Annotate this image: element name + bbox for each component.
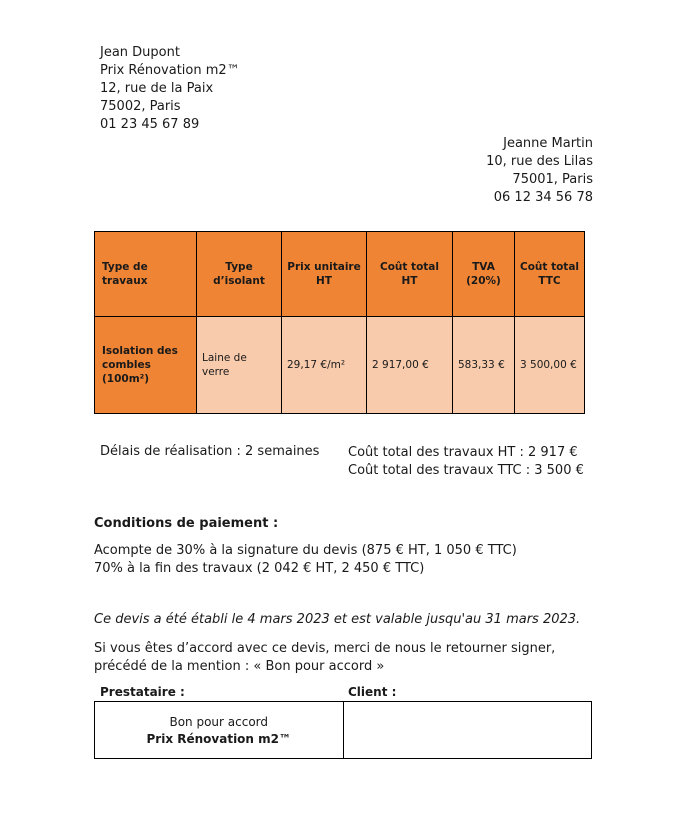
sender-name: Jean Dupont <box>100 45 180 60</box>
client-street: 10, rue des Lilas <box>486 154 593 169</box>
header-vat: TVA (20%) <box>453 232 515 317</box>
header-insulation-type: Type d’isolant <box>197 232 282 317</box>
client-address <box>486 135 593 207</box>
provider-signature-cell <box>95 702 344 758</box>
client-name: Jeanne Martin <box>503 136 593 151</box>
provider-company: Prix Rénovation m2™ <box>146 732 291 746</box>
sender-address <box>100 44 240 134</box>
cell-unit-price: 29,17 €/m² <box>282 317 367 414</box>
header-total-ht: Coût total HT <box>367 232 453 317</box>
sender-city: 75002, Paris <box>100 99 181 114</box>
sender-street: 12, rue de la Paix <box>100 81 214 96</box>
agreement-note: Si vous êtes d’accord avec ce devis, merci de nous le retourner signer, précédé de la mention : « Bon pour accord » <box>94 641 556 674</box>
client-city: 75001, Paris <box>512 172 593 187</box>
cell-total-ht: 2 917,00 € <box>367 317 453 414</box>
validity-note: Ce devis a été établi le 4 mars 2023 et est valable jusqu'au 31 mars 2023. <box>94 612 581 627</box>
provider-label: Prestataire : <box>100 685 185 699</box>
payment-deposit: Acompte de 30% à la signature du devis (875 € HT, 1 050 € TTC) <box>94 543 517 558</box>
delivery-delay: Délais de réalisation : 2 semaines <box>100 444 320 459</box>
provider-approval: Bon pour accord <box>169 715 269 729</box>
quote-table <box>94 231 585 414</box>
header-unit-price: Prix unitaire HT <box>282 232 367 317</box>
client-phone: 06 12 34 56 78 <box>493 190 593 205</box>
header-total-ttc: Coût total TTC <box>515 232 585 317</box>
total-ht: Coût total des travaux HT : 2 917 € <box>348 445 578 460</box>
header-work-type: Type de travaux <box>95 232 197 317</box>
table-header-row <box>95 232 585 317</box>
payment-conditions-title: Conditions de paiement : <box>94 516 279 531</box>
client-signature-cell <box>344 702 592 758</box>
totals-summary <box>348 444 584 480</box>
payment-balance: 70% à la fin des travaux (2 042 € HT, 2 450 € TTC) <box>94 561 425 576</box>
cell-vat: 583,33 € <box>453 317 515 414</box>
cell-work-type: Isolation des combles (100m²) <box>95 317 197 414</box>
client-label: Client : <box>348 685 397 699</box>
cell-insulation-type: Laine de verre <box>197 317 282 414</box>
table-row <box>95 317 585 414</box>
total-ttc: Coût total des travaux TTC : 3 500 € <box>348 463 584 478</box>
payment-conditions <box>94 542 517 578</box>
sender-phone: 01 23 45 67 89 <box>100 117 200 132</box>
signature-box <box>94 701 592 759</box>
cell-total-ttc: 3 500,00 € <box>515 317 585 414</box>
sender-company: Prix Rénovation m2™ <box>100 63 240 78</box>
